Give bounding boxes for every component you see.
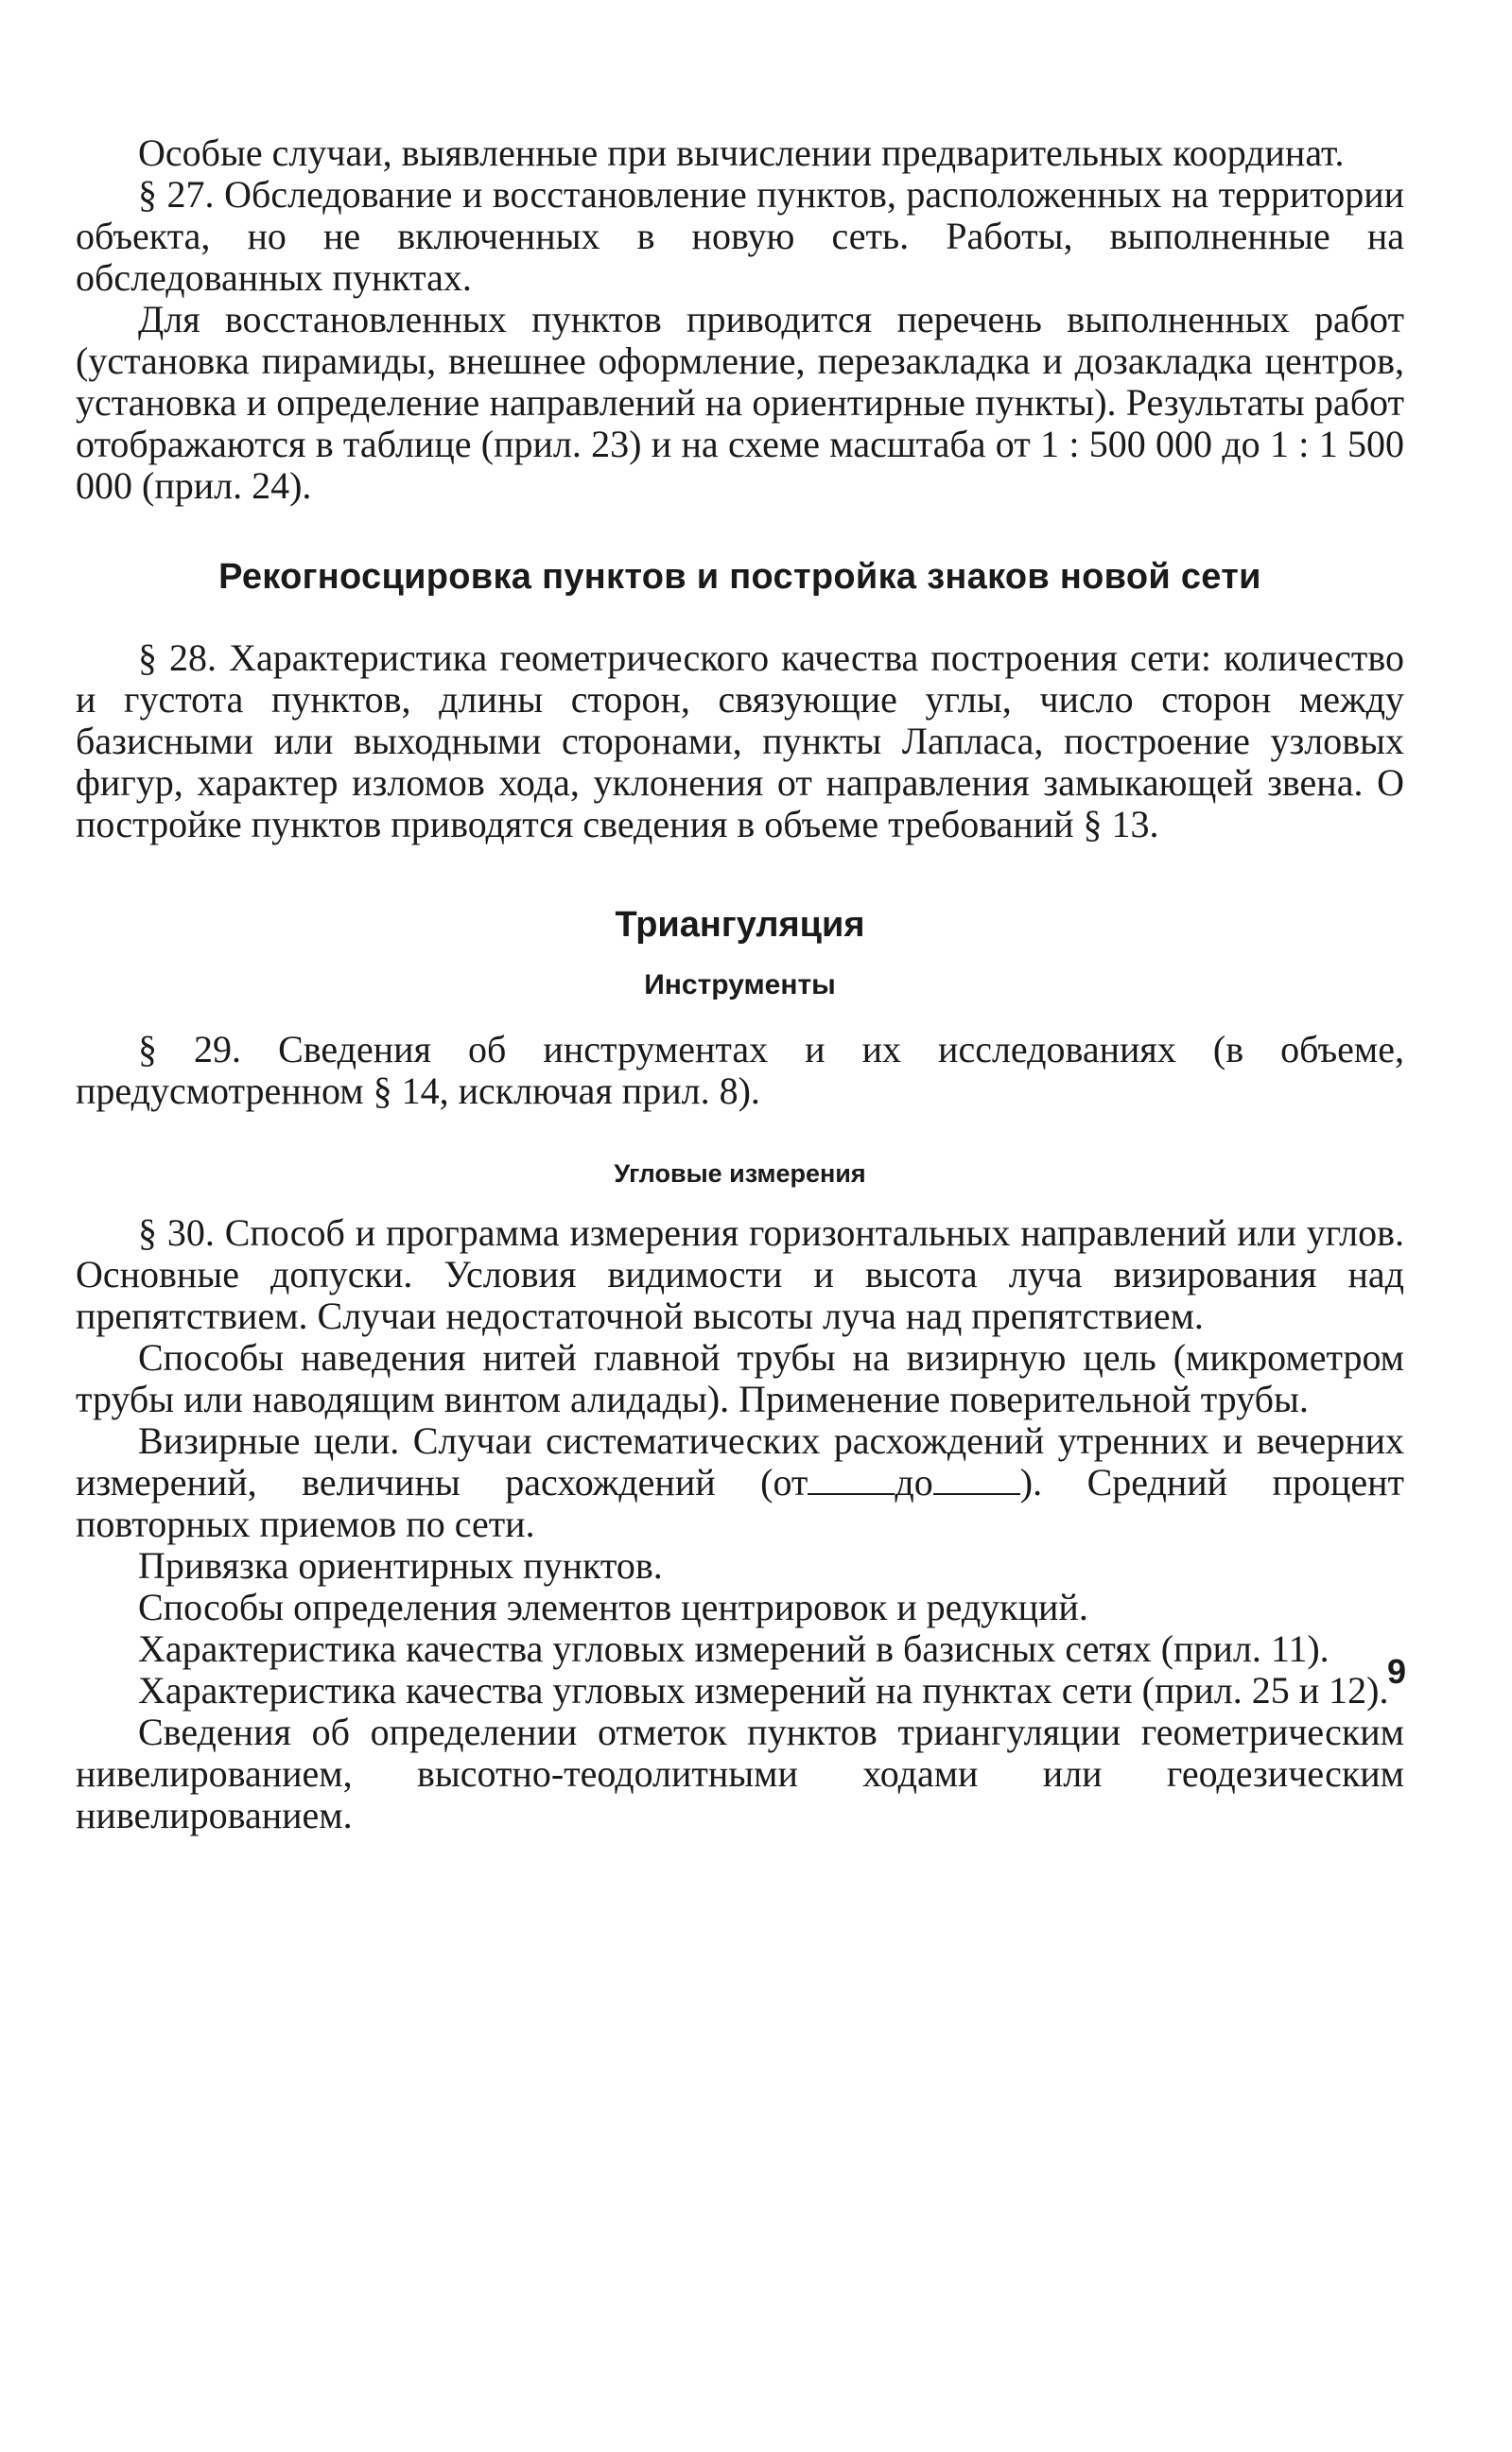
heading-angular-measurements: Угловые измерения [614,1159,866,1188]
paragraph-aiming-methods: Способы наведения нитей главной трубы на визирную цель (микрометром трубы или наводящим винтом алидады). Применение поверительной трубы. [76,1336,1404,1420]
targets-text-start: Визирные цели. Случаи систематических расхождений утренних и вечерних измерений, величины расхождений (от [76,1419,1404,1504]
blank-line-from [808,1465,895,1495]
paragraph-centering: Способы определения элементов центрировок и редукций. [138,1586,1088,1628]
paragraph-binding: Привязка ориентирных пунктов. [138,1544,663,1587]
heading-reconnaissance: Рекогносцировка пунктов и постройка знаков новой сети [218,557,1261,597]
paragraph-sighting-targets [76,1420,1404,1545]
targets-text-mid: до [895,1461,933,1504]
paragraph-restored-points: Для восстановленных пунктов приводится перечень выполненных работ (установка пирамиды, внешнее оформление, перезакладка и дозакладка центров, установка и определение направлений на ориентирные пункты). Результаты работ отображаются в таблице (прил. 23) и на схеме масштаба от 1 : 500 000 до 1 : 1 500 000 (прил. 24). [76,298,1404,507]
blank-line-to [933,1465,1020,1495]
paragraph-27: § 27. Обследование и восстановление пунктов, расположенных на территории объекта, но не включенных в новую сеть. Работы, выполненные на обследованных пунктах. [76,173,1404,299]
paragraph-28: § 28. Характеристика геометрического качества построения сети: количество и густота пунктов, длины сторон, связующие углы, число сторон между базисными или выходными сторонами, пункты Лапласа, построение узловых фигур, характер изломов хода, уклонения от направления замыкающей звена. О постройке пунктов приводятся сведения в объеме требований § 13. [76,636,1404,845]
paragraph-special-cases: Особые случаи, выявленные при вычислении предварительных координат. [138,131,1345,174]
heading-triangulation: Триангуляция [615,905,865,945]
paragraph-heights: Сведения об определении отметок пунктов триангуляции геометрическим нивелированием, высотно-теодолитными ходами или геодезическим нивелированием. [76,1711,1404,1836]
targets-text-end: ). Средний процент повторных приемов по сети. [76,1461,1405,1545]
page-number: 9 [1386,1652,1406,1691]
heading-instruments: Инструменты [644,969,836,1000]
document-page [76,132,1404,1836]
paragraph-30: § 30. Способ и программа измерения горизонтальных направлений или углов. Основные допуски. Условия видимости и высота луча визирования над препятствием. Случаи недостаточной высоты луча над препятствием. [76,1211,1404,1337]
paragraph-29: § 29. Сведения об инструментах и их исследованиях (в объеме, предусмотренном § 14, исключая прил. 8). [76,1028,1404,1112]
paragraph-quality-basis: Характеристика качества угловых измерений в базисных сетях (прил. 11). [138,1627,1330,1670]
paragraph-quality-points: Характеристика качества угловых измерений на пунктах сети (прил. 25 и 12). [138,1669,1389,1712]
